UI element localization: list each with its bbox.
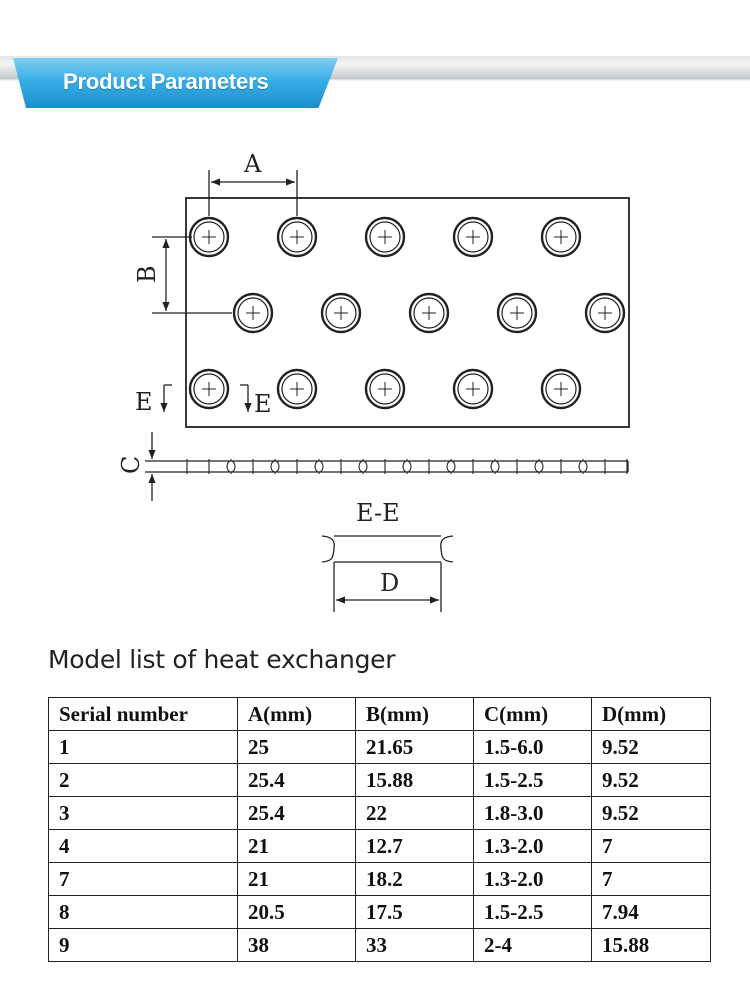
hole (586, 294, 624, 332)
table-row (49, 863, 711, 896)
side-bulge (491, 461, 499, 472)
table-row (49, 896, 711, 929)
hole (454, 218, 492, 256)
table-cell: 7.94 (592, 896, 711, 929)
table-cell: 1.5-6.0 (474, 731, 592, 764)
section-right-flare (441, 536, 453, 562)
table-cell: 1.5-2.5 (474, 896, 592, 929)
side-bulge (227, 461, 235, 472)
table-cell: 21 (238, 863, 356, 896)
table-cell: 22 (356, 797, 474, 830)
dim-d-label: D (380, 569, 400, 597)
hole-grid (190, 218, 624, 408)
dim-c-label: C (117, 455, 145, 474)
hole (366, 218, 404, 256)
table-cell: 20.5 (238, 896, 356, 929)
table-row (49, 929, 711, 962)
table-cell: 9 (49, 929, 238, 962)
table-cell: 8 (49, 896, 238, 929)
section-left-flare (322, 536, 334, 562)
table-cell: 15.88 (592, 929, 711, 962)
dim-b-label: B (133, 265, 161, 283)
page-title: Product Parameters (63, 69, 269, 94)
table-cell: 1.8-3.0 (474, 797, 592, 830)
table-cell: 33 (356, 929, 474, 962)
table-cell: 4 (49, 830, 238, 863)
column-header: D(mm) (592, 698, 711, 731)
table-cell: 7 (592, 830, 711, 863)
hole (454, 370, 492, 408)
column-header: C(mm) (474, 698, 592, 731)
dim-a-label: A (244, 150, 262, 178)
table-cell: 3 (49, 797, 238, 830)
table-cell: 38 (238, 929, 356, 962)
hole (542, 218, 580, 256)
side-bulge (271, 461, 279, 472)
hole (498, 294, 536, 332)
section-label-left: E (135, 388, 153, 416)
table-cell: 9.52 (592, 731, 711, 764)
table-cell: 15.88 (356, 764, 474, 797)
section-title: E-E (356, 499, 400, 527)
model-table (48, 697, 711, 962)
column-header: Serial number (49, 698, 238, 731)
table-cell: 2 (49, 764, 238, 797)
side-view-bulges (187, 459, 627, 474)
table-header-row (49, 698, 711, 731)
table-cell: 7 (49, 863, 238, 896)
table-cell: 25.4 (238, 764, 356, 797)
table-cell: 1.3-2.0 (474, 863, 592, 896)
table-cell: 9.52 (592, 797, 711, 830)
table-cell: 12.7 (356, 830, 474, 863)
table-title: Model list of heat exchanger (48, 645, 396, 674)
table-cell: 1.5-2.5 (474, 764, 592, 797)
hole (542, 370, 580, 408)
hole (366, 370, 404, 408)
table-cell: 7 (592, 863, 711, 896)
hole (234, 294, 272, 332)
side-bulge (535, 461, 543, 472)
hole (410, 294, 448, 332)
table-cell: 1.3-2.0 (474, 830, 592, 863)
column-header: B(mm) (356, 698, 474, 731)
table-cell: 21.65 (356, 731, 474, 764)
table-row (49, 764, 711, 797)
table-cell: 17.5 (356, 896, 474, 929)
table-cell: 1 (49, 731, 238, 764)
hole (190, 218, 228, 256)
table-row (49, 797, 711, 830)
table-cell: 9.52 (592, 764, 711, 797)
section-label-right: E (254, 390, 272, 418)
table-cell: 21 (238, 830, 356, 863)
table-row (49, 731, 711, 764)
side-bulge (315, 461, 323, 472)
table-cell: 25 (238, 731, 356, 764)
hole (190, 370, 228, 408)
side-bulge (359, 461, 367, 472)
table-cell: 25.4 (238, 797, 356, 830)
hole (278, 218, 316, 256)
table-cell: 18.2 (356, 863, 474, 896)
column-header: A(mm) (238, 698, 356, 731)
table-cell: 2-4 (474, 929, 592, 962)
hole (322, 294, 360, 332)
side-bulge (579, 461, 587, 472)
side-bulge (447, 461, 455, 472)
hole (278, 370, 316, 408)
table-row (49, 830, 711, 863)
side-bulge (403, 461, 411, 472)
